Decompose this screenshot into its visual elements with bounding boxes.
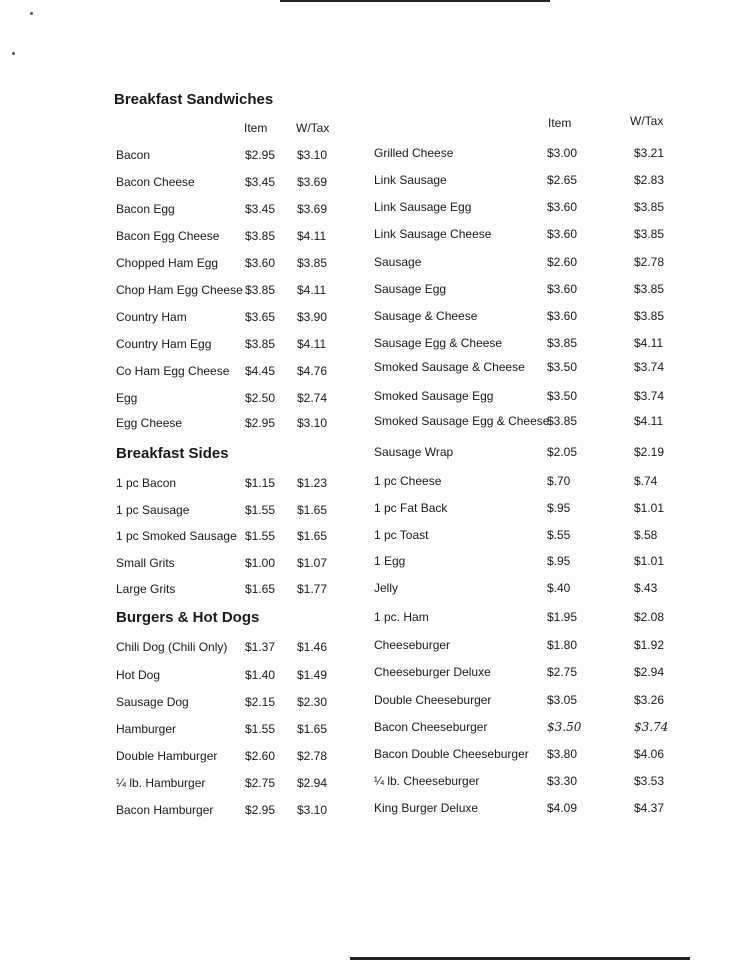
menu-item-price: $3.50 — [547, 389, 578, 403]
menu-item-name: King Burger Deluxe — [374, 801, 479, 815]
right-tax-column-header: W/Tax — [630, 114, 664, 128]
menu-item-price-with-tax: $3.90 — [297, 310, 328, 324]
menu-item-price: $4.45 — [245, 364, 276, 378]
heading-breakfast-sides: Breakfast Sides — [116, 445, 229, 462]
menu-item-price: $3.00 — [547, 146, 578, 160]
menu-item-name: Chili Dog (Chili Only) — [116, 640, 228, 654]
menu-item-name: Link Sausage Cheese — [374, 227, 492, 241]
menu-item-price-with-tax: $2.74 — [297, 391, 328, 405]
menu-item-price-with-tax: $4.37 — [634, 801, 665, 815]
menu-item-name: Hamburger — [116, 722, 177, 736]
menu-item-name: Bacon Hamburger — [116, 803, 214, 817]
menu-item-price: $2.05 — [547, 445, 578, 459]
menu-item-price: $1.65 — [245, 582, 276, 596]
menu-item-name: ¼ lb. Hamburger — [116, 776, 206, 790]
menu-item-name: Egg Cheese — [116, 416, 183, 430]
menu-item-name: Country Ham Egg — [116, 337, 212, 351]
menu-item-price-with-tax: $1.77 — [297, 582, 328, 596]
menu-item-name: Double Hamburger — [116, 749, 218, 763]
menu-item-price-with-tax: $3.53 — [634, 774, 665, 788]
menu-item-price-with-tax: $2.08 — [634, 610, 665, 624]
menu-item-price-with-tax: $3.74 — [634, 360, 665, 374]
menu-item-name: Cheeseburger — [374, 638, 451, 652]
menu-item-price: $1.95 — [547, 610, 578, 624]
menu-item-name: Smoked Sausage Egg — [374, 389, 494, 403]
menu-item-price-with-tax: $4.11 — [634, 414, 664, 428]
menu-item-name: Country Ham — [116, 310, 187, 324]
menu-item-price-with-tax: $4.11 — [297, 337, 327, 351]
menu-item-price: $3.60 — [245, 256, 276, 270]
menu-item-price: $3.85 — [245, 229, 276, 243]
menu-item-price-with-tax: $2.78 — [634, 255, 665, 269]
menu-item-price-with-tax: $3.85 — [297, 256, 328, 270]
menu-item-price: $1.80 — [547, 638, 578, 652]
menu-item-name: 1 pc Smoked Sausage — [116, 529, 237, 543]
menu-item-price-with-tax: $3.74 — [634, 720, 669, 734]
menu-item-name: Sausage Dog — [116, 695, 189, 709]
menu-item-price: $1.55 — [245, 529, 276, 543]
menu-item-price-with-tax: $1.49 — [297, 668, 328, 682]
menu-item-price: $3.45 — [245, 202, 276, 216]
menu-item-price: $2.75 — [245, 776, 276, 790]
menu-item-price-with-tax: $3.10 — [297, 148, 328, 162]
menu-item-name: Smoked Sausage & Cheese — [374, 360, 525, 374]
heading-burgers-hot-dogs: Burgers & Hot Dogs — [116, 609, 260, 626]
menu-item-price: $.55 — [547, 528, 571, 542]
menu-item-price: $3.65 — [245, 310, 276, 324]
menu-item-price: $3.85 — [245, 283, 276, 297]
menu-item-name: 1 pc Cheese — [374, 474, 442, 488]
menu-item-name: Link Sausage Egg — [374, 200, 472, 214]
menu-item-name: Small Grits — [116, 556, 175, 570]
menu-item-price-with-tax: $2.78 — [297, 749, 328, 763]
menu-item-price-with-tax: $2.94 — [634, 665, 665, 679]
menu-item-price-with-tax: $1.65 — [297, 529, 328, 543]
menu-item-price: $3.85 — [547, 336, 578, 350]
menu-item-name: 1 Egg — [374, 554, 406, 568]
menu-item-price-with-tax: $1.01 — [634, 501, 665, 515]
menu-item-name: 1 pc Toast — [374, 528, 429, 542]
menu-item-name: 1 pc. Ham — [374, 610, 429, 624]
menu-item-name: Sausage & Cheese — [374, 309, 478, 323]
menu-item-name: Grilled Cheese — [374, 146, 454, 160]
menu-item-price: $3.45 — [245, 175, 276, 189]
menu-item-name: Bacon Cheese — [116, 175, 195, 189]
menu-item-price-with-tax: $3.85 — [634, 282, 665, 296]
menu-item-price-with-tax: $3.21 — [634, 146, 665, 160]
menu-item-name: Chopped Ham Egg — [116, 256, 219, 270]
menu-item-price-with-tax: $.74 — [634, 474, 658, 488]
right-item-column-header: Item — [548, 116, 572, 130]
menu-item-price: $3.50 — [547, 720, 582, 734]
menu-item-price: $1.37 — [245, 640, 276, 654]
menu-item-price-with-tax: $3.10 — [297, 803, 328, 817]
menu-item-price-with-tax: $4.11 — [297, 283, 327, 297]
menu-item-name: Sausage Wrap — [374, 445, 454, 459]
menu-item-price: $.95 — [547, 554, 571, 568]
menu-item-name: Co Ham Egg Cheese — [116, 364, 230, 378]
scan-speck — [12, 52, 15, 55]
menu-item-name: Bacon Egg Cheese — [116, 229, 220, 243]
menu-item-price: $1.15 — [245, 476, 276, 490]
menu-item-price: $2.50 — [245, 391, 276, 405]
menu-item-price-with-tax: $4.76 — [297, 364, 328, 378]
menu-item-price-with-tax: $3.10 — [297, 416, 328, 430]
menu-item-price-with-tax: $4.11 — [297, 229, 327, 243]
menu-item-price-with-tax: $1.46 — [297, 640, 328, 654]
menu-item-price-with-tax: $2.94 — [297, 776, 328, 790]
menu-item-name: Double Cheeseburger — [374, 693, 492, 707]
menu-item-name: Bacon Double Cheeseburger — [374, 747, 529, 761]
menu-item-price: $3.50 — [547, 360, 578, 374]
menu-item-name: Smoked Sausage Egg & Cheese — [374, 414, 550, 428]
menu-item-price: $1.55 — [245, 503, 276, 517]
menu-item-price-with-tax: $1.65 — [297, 722, 328, 736]
menu-item-price-with-tax: $1.01 — [634, 554, 665, 568]
scan-speck — [30, 12, 33, 15]
menu-item-price-with-tax: $1.23 — [297, 476, 328, 490]
menu-item-name: Sausage Egg — [374, 282, 447, 296]
menu-item-name: 1 pc Fat Back — [374, 501, 448, 515]
menu-item-price-with-tax: $.58 — [634, 528, 658, 542]
menu-item-price: $2.95 — [245, 416, 276, 430]
menu-item-name: 1 pc Bacon — [116, 476, 177, 490]
menu-item-price: $2.95 — [245, 148, 276, 162]
menu-item-name: Bacon — [116, 148, 151, 162]
menu-item-price: $2.65 — [547, 173, 578, 187]
menu-item-price-with-tax: $1.07 — [297, 556, 328, 570]
menu-item-price: $3.85 — [547, 414, 578, 428]
menu-item-price: $2.60 — [547, 255, 578, 269]
menu-item-price-with-tax: $4.06 — [634, 747, 665, 761]
menu-item-price: $2.75 — [547, 665, 578, 679]
menu-item-name: Chop Ham Egg Cheese — [116, 283, 243, 297]
menu-item-price: $2.95 — [245, 803, 276, 817]
menu-item-name: Sausage — [374, 255, 422, 269]
menu-item-price: $3.60 — [547, 309, 578, 323]
left-item-column-header: Item — [244, 121, 268, 135]
menu-item-name: ¼ lb. Cheeseburger — [374, 774, 480, 788]
menu-item-price-with-tax: $3.26 — [634, 693, 665, 707]
menu-item-name: Cheeseburger Deluxe — [374, 665, 491, 679]
menu-item-name: Sausage Egg & Cheese — [374, 336, 503, 350]
menu-item-price: $.95 — [547, 501, 571, 515]
scan-edge-top — [280, 0, 550, 2]
menu-item-price: $3.85 — [245, 337, 276, 351]
menu-item-price: $4.09 — [547, 801, 578, 815]
menu-item-price-with-tax: $3.74 — [634, 389, 665, 403]
menu-item-price: $3.80 — [547, 747, 578, 761]
menu-item-name: Egg — [116, 391, 138, 405]
menu-item-price: $1.40 — [245, 668, 276, 682]
menu-item-price-with-tax: $2.30 — [297, 695, 328, 709]
menu-item-price-with-tax: $3.69 — [297, 175, 328, 189]
menu-item-price: $3.60 — [547, 200, 578, 214]
menu-item-name: Jelly — [374, 581, 399, 595]
menu-item-price-with-tax: $.43 — [634, 581, 658, 595]
heading-breakfast-sandwiches: Breakfast Sandwiches — [114, 91, 274, 108]
menu-item-price: $3.60 — [547, 282, 578, 296]
menu-item-price: $3.60 — [547, 227, 578, 241]
menu-item-price-with-tax: $3.69 — [297, 202, 328, 216]
menu-item-price: $1.00 — [245, 556, 276, 570]
menu-item-price: $2.15 — [245, 695, 276, 709]
menu-item-price: $3.30 — [547, 774, 578, 788]
menu-item-price: $3.05 — [547, 693, 578, 707]
menu-item-price-with-tax: $1.92 — [634, 638, 665, 652]
menu-item-price-with-tax: $3.85 — [634, 227, 665, 241]
menu-item-name: 1 pc Sausage — [116, 503, 190, 517]
menu-item-name: Hot Dog — [116, 668, 161, 682]
menu-item-price-with-tax: $1.65 — [297, 503, 328, 517]
menu-item-price: $1.55 — [245, 722, 276, 736]
menu-item-price-with-tax: $4.11 — [634, 336, 664, 350]
menu-item-price-with-tax: $2.83 — [634, 173, 665, 187]
menu-item-name: Large Grits — [116, 582, 176, 596]
menu-item-name: Link Sausage — [374, 173, 447, 187]
menu-item-price-with-tax: $3.85 — [634, 309, 665, 323]
left-tax-column-header: W/Tax — [296, 121, 330, 135]
menu-item-price-with-tax: $2.19 — [634, 445, 665, 459]
menu-item-name: Bacon Egg — [116, 202, 175, 216]
menu-item-name: Bacon Cheeseburger — [374, 720, 488, 734]
menu-item-price: $.40 — [547, 581, 571, 595]
menu-item-price: $2.60 — [245, 749, 276, 763]
menu-item-price: $.70 — [547, 474, 571, 488]
menu-item-price-with-tax: $3.85 — [634, 200, 665, 214]
